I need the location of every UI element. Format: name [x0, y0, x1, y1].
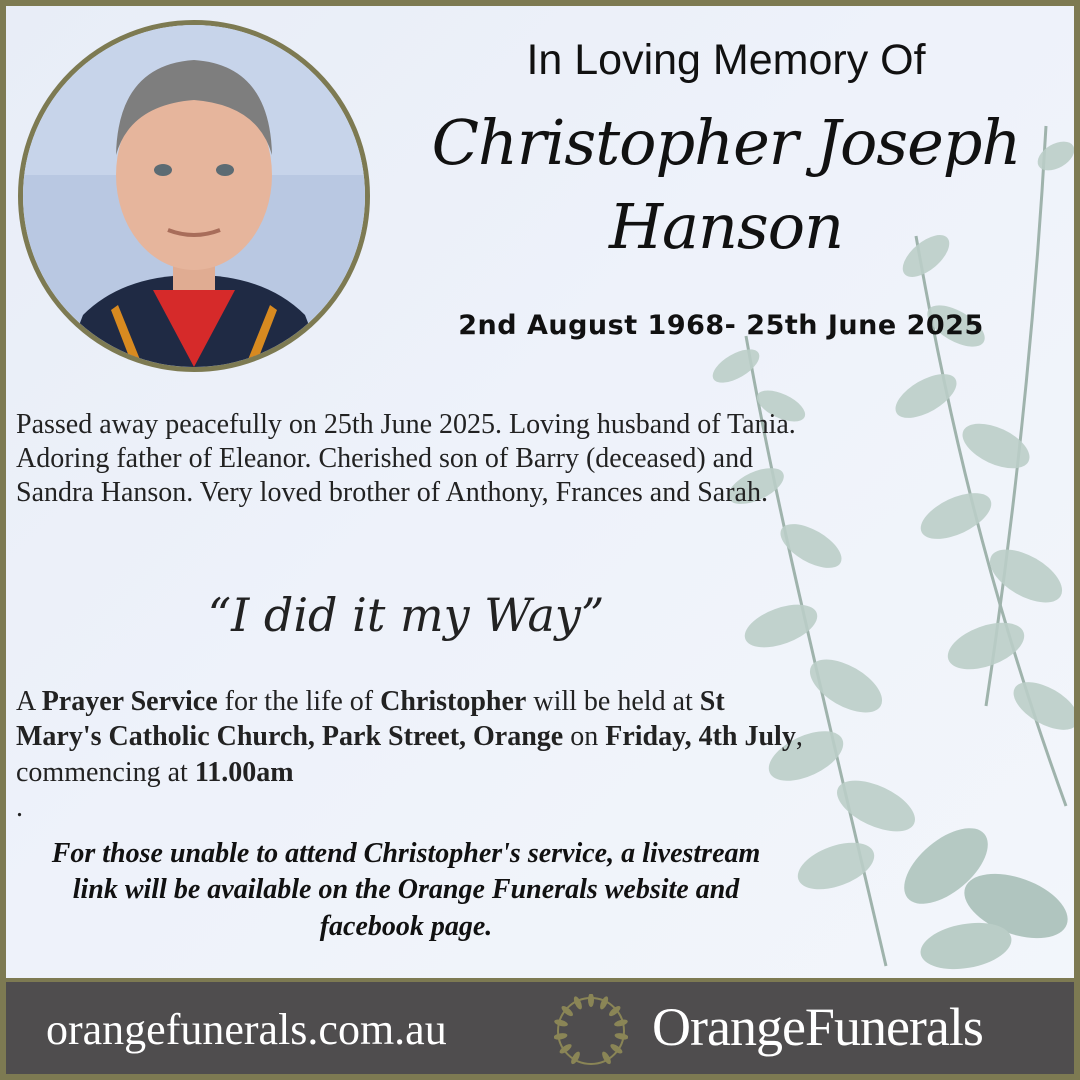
- quote: “I did it my Way”: [207, 588, 605, 642]
- deceased-name: [426, 101, 1026, 268]
- service-text: .: [16, 791, 23, 823]
- service-text: on: [563, 721, 606, 753]
- page-title: In Loving Memory Of: [526, 36, 926, 84]
- name-first-line: Christopher Joseph: [431, 106, 1021, 179]
- service-text: will be held at: [526, 686, 700, 717]
- website-link[interactable]: orangefunerals.com.au: [46, 1005, 447, 1054]
- obituary-text: Passed away peacefully on 25th June 2025. Loving husband of Tania. Adoring father of Eleanor. Cherished son of Barry (deceased) and Sandra Hanson. Very loved brother of Anthony, Frances and Sarah.: [16, 409, 796, 509]
- service-date: Friday, 4th July: [605, 721, 796, 753]
- name-surname: Hanson: [608, 189, 844, 263]
- service-text: A: [16, 686, 42, 717]
- service-venue: St Mary's Catholic Church, Park Street, Orange: [16, 686, 725, 753]
- brand-logo-text: OrangeFunerals: [652, 997, 983, 1057]
- service-type: Prayer Service: [41, 686, 218, 717]
- footer-bar: [6, 978, 1074, 1080]
- service-text: for the life of: [217, 686, 381, 717]
- service-person: Christopher: [380, 686, 527, 717]
- laurel-wreath-icon: [554, 994, 628, 1068]
- service-details: [16, 684, 806, 825]
- service-text: , commencing at: [16, 721, 803, 788]
- livestream-notice: For those unable to attend Christopher's service, a livestream link will be available on the Orange Funerals website and facebook page.: [51, 838, 761, 942]
- portrait-photo: [18, 20, 370, 372]
- service-time: 11.00am: [194, 756, 294, 788]
- life-dates: 2nd August 1968- 25th June 2025: [458, 310, 984, 341]
